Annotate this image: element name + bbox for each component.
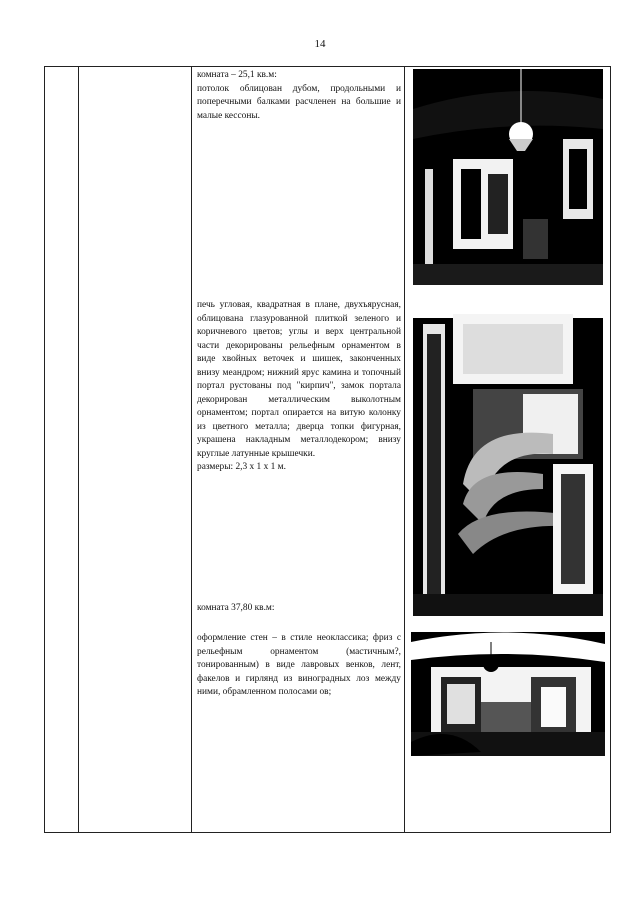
column-divider bbox=[191, 67, 192, 832]
stove-dimensions: размеры: 2,3 х 1 х 1 м. bbox=[197, 462, 286, 472]
column-divider bbox=[404, 67, 405, 832]
stove-description: печь угловая, квадратная в плане, двухъярусная, облицована глазурованной плиткой зеленого и коричневого цветов; углы и верх центральной части декорированы рельефным орнаментом в виде хвойных веточек и шишек, законченных внизу меандром; нижний ярус камина и топочный портал рустованы под "кирпич", замок портала декорирован металлическим выколотным орнаментом; портал опирается на витую колонку из цветного металла; дверца топки фигурная, украшена накладным металлодекором; внизу круглые латунные крышечки. bbox=[197, 300, 401, 459]
inventory-table bbox=[44, 66, 611, 833]
stove-photo bbox=[413, 304, 603, 616]
page-number: 14 bbox=[314, 38, 326, 50]
room-1-area: комната – 25,1 кв.м: bbox=[197, 70, 277, 80]
room-photo-ceiling bbox=[413, 69, 603, 285]
room-photo-neoclassical bbox=[411, 632, 605, 756]
room-2-area: комната 37,80 кв.м: bbox=[197, 603, 275, 613]
stove-text bbox=[197, 299, 401, 475]
room-1-text bbox=[197, 69, 401, 123]
walls-description: оформление стен – в стиле неоклассика; фриз с рельефным орнаментом (мастичным?, тонированным) в виде лавровых венков, лент, факелов и гирлянд из виноградных лоз между ними, обрамленном полосами ов; bbox=[197, 633, 401, 697]
ceiling-description: потолок облицован дубом, продольными и поперечными балками расчленен на большие и малые кессоны. bbox=[197, 83, 401, 121]
column-divider bbox=[78, 67, 79, 832]
